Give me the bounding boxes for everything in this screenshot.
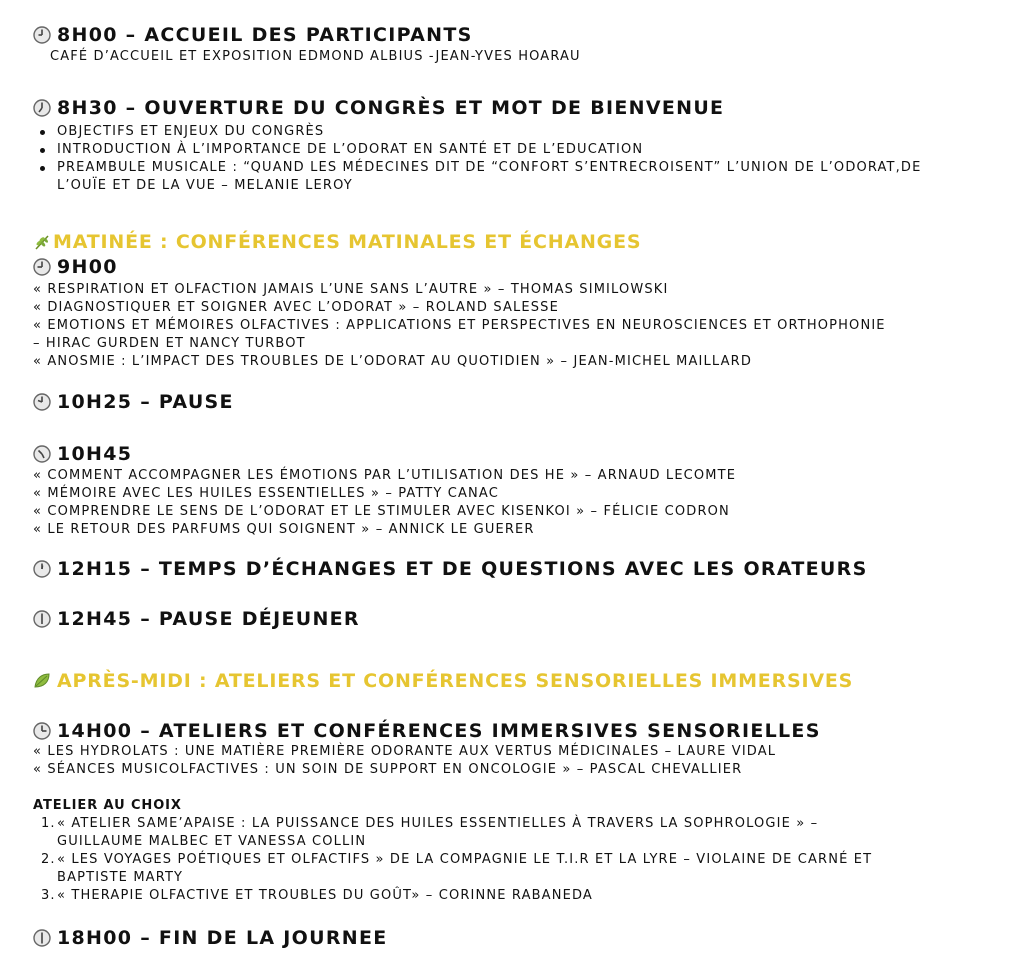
session-heading-12h15 <box>33 558 868 580</box>
clock-icon <box>33 722 51 740</box>
session-talk-list <box>33 743 776 779</box>
session-title: 12H45 – PAUSE DÉJEUNER <box>57 608 360 630</box>
list-number: 3. <box>41 888 56 903</box>
session-title: 9H00 <box>57 256 118 278</box>
talk-line: « DIAGNOSTIQUER ET SOIGNER AVEC L’ODORAT » – ROLAND SALESSE <box>33 300 559 315</box>
talk-line: – HIRAC GURDEN ET NANCY TURBOT <box>33 336 306 351</box>
session-title: 18H00 – FIN DE LA JOURNEE <box>57 927 388 949</box>
list-item: PREAMBULE MUSICALE : “QUAND LES MÉDECINES DIT DE “CONFORT S’ENTRECROISENT” L’UNION DE L’ODORAT,DE L’OUÏE ET DE LA VUE – MELANIE LEROY <box>31 159 931 195</box>
session-talk-list <box>33 467 736 539</box>
list-item-text: « THERAPIE OLFACTIVE ET TROUBLES DU GOÛT» – CORINNE RABANEDA <box>57 888 593 903</box>
clock-icon <box>33 610 51 628</box>
session-heading-8h00 <box>33 24 473 46</box>
talk-line: « EMOTIONS ET MÉMOIRES OLFACTIVES : APPLICATIONS ET PERSPECTIVES EN NEUROSCIENCES ET ORTHOPHONIE <box>33 318 886 333</box>
leaf-icon <box>33 672 51 690</box>
section-title: MATINÉE : CONFÉRENCES MATINALES ET ÉCHANGES <box>53 231 642 253</box>
talk-line: « LE RETOUR DES PARFUMS QUI SOIGNENT » – ANNICK LE GUERER <box>33 522 535 537</box>
section-title: APRÈS-MIDI : ATELIERS ET CONFÉRENCES SENSORIELLES IMMERSIVES <box>57 670 854 692</box>
herb-icon <box>33 233 51 251</box>
session-bullet-list <box>31 123 931 195</box>
list-item <box>31 851 991 887</box>
session-title: 10H45 <box>57 443 133 465</box>
workshop-choice-label: ATELIER AU CHOIX <box>33 798 182 813</box>
list-item: OBJECTIFS ET ENJEUX DU CONGRÈS <box>31 123 931 141</box>
list-item-text: GUILLAUME MALBEC ET VANESSA COLLIN <box>57 834 367 849</box>
list-item-text: « LES VOYAGES POÉTIQUES ET OLFACTIFS » DE LA COMPAGNIE LE T.I.R ET LA LYRE – VIOLAINE DE CARNÉ ET <box>57 852 873 867</box>
session-title: 12H15 – TEMPS D’ÉCHANGES ET DE QUESTIONS AVEC LES ORATEURS <box>57 558 868 580</box>
session-description: CAFÉ D’ACCUEIL ET EXPOSITION EDMOND ALBIUS -JEAN-YVES HOARAU <box>50 49 581 64</box>
clock-icon <box>33 929 51 947</box>
session-heading-10h45 <box>33 443 132 465</box>
workshop-choice-list <box>31 815 991 905</box>
talk-line: « ANOSMIE : L’IMPACT DES TROUBLES DE L’ODORAT AU QUOTIDIEN » – JEAN-MICHEL MAILLARD <box>33 354 752 369</box>
list-item-text: BAPTISTE MARTY <box>57 870 184 885</box>
list-item <box>31 815 991 851</box>
talk-line: « SÉANCES MUSICOLFACTIVES : UN SOIN DE SUPPORT EN ONCOLOGIE » – PASCAL CHEVALLIER <box>33 762 743 777</box>
clock-icon <box>33 26 51 44</box>
talk-line: « LES HYDROLATS : UNE MATIÈRE PREMIÈRE ODORANTE AUX VERTUS MÉDICINALES – LAURE VIDAL <box>33 744 777 759</box>
list-item-text: « ATELIER SAME’APAISE : LA PUISSANCE DES HUILES ESSENTIELLES À TRAVERS LA SOPHROLOGIE » – <box>57 816 819 831</box>
session-heading-10h25 <box>33 391 234 413</box>
clock-icon <box>33 393 51 411</box>
clock-icon <box>33 258 51 276</box>
session-heading-18h00 <box>33 927 388 949</box>
session-talk-list <box>33 281 886 371</box>
session-heading-8h30 <box>33 97 724 119</box>
talk-line: « RESPIRATION ET OLFACTION JAMAIS L’UNE SANS L’AUTRE » – THOMAS SIMILOWSKI <box>33 282 669 297</box>
list-number: 2. <box>41 852 56 867</box>
session-title: 8H00 – ACCUEIL DES PARTICIPANTS <box>57 24 473 46</box>
section-title-afternoon <box>33 670 853 692</box>
list-item <box>31 887 991 905</box>
list-number: 1. <box>41 816 56 831</box>
session-heading-12h45 <box>33 608 360 630</box>
clock-icon <box>33 99 51 117</box>
session-title: 10H25 – PAUSE <box>57 391 234 413</box>
session-heading-9h00 <box>33 256 118 278</box>
talk-line: « MÉMOIRE AVEC LES HUILES ESSENTIELLES » – PATTY CANAC <box>33 486 499 501</box>
clock-icon <box>33 445 51 463</box>
session-title: 8H30 – OUVERTURE DU CONGRÈS ET MOT DE BIENVENUE <box>57 97 725 119</box>
section-title-morning <box>33 231 641 253</box>
talk-line: « COMPRENDRE LE SENS DE L’ODORAT ET LE STIMULER AVEC KISENKOI » – FÉLICIE CODRON <box>33 504 730 519</box>
talk-line: « COMMENT ACCOMPAGNER LES ÉMOTIONS PAR L’UTILISATION DES HE » – ARNAUD LECOMTE <box>33 468 737 483</box>
session-heading-14h00 <box>33 720 821 742</box>
clock-icon <box>33 560 51 578</box>
session-title: 14H00 – ATELIERS ET CONFÉRENCES IMMERSIVES SENSORIELLES <box>57 720 821 742</box>
list-item: INTRODUCTION À L’IMPORTANCE DE L’ODORAT EN SANTÉ ET DE L’EDUCATION <box>31 141 931 159</box>
